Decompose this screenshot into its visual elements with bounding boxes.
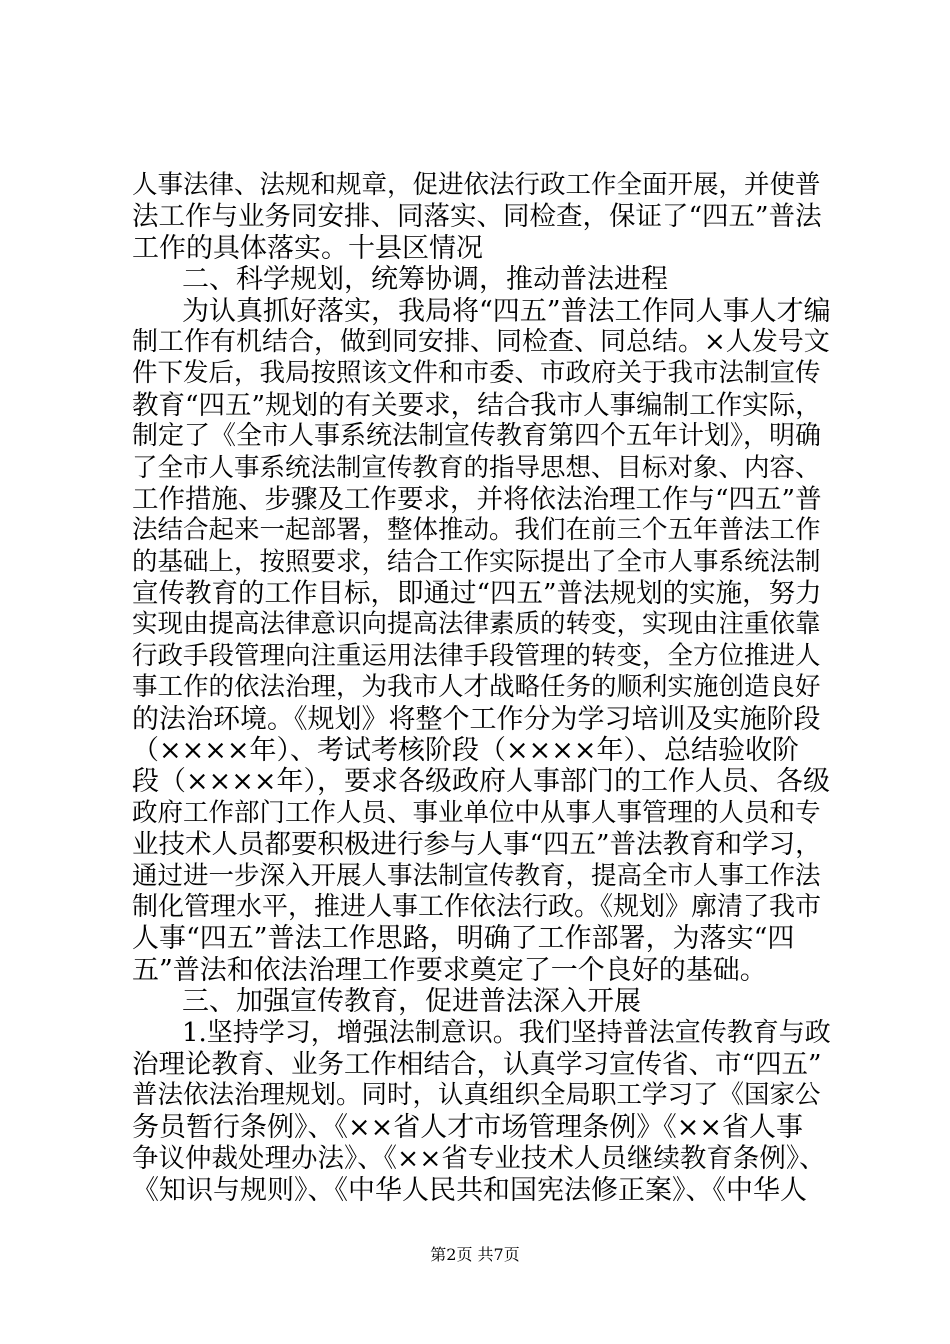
text-line: 行政手段管理向注重运用法律手段管理的转变，全方位推进人 [132,640,821,671]
text-line: 工作措施、步骤及工作要求，并将依法治理工作与“四五”普 [132,483,822,515]
text-line: 制化管理水平，推进人事工作依法行政。《规划》廓清了我市 [132,891,822,922]
text-line: 了全市人事系统法制宣传教育的指导思想、目标对象、内容、 [132,452,821,483]
text-line: 人事“四五”普法工作思路，明确了工作部署，为落实“四 [132,923,795,955]
text-line: 制定了《全市人事系统法制宣传教育第四个五年计划》，明确 [132,421,822,452]
text-line: 二、科学规划，统筹协调，推动普法进程 [182,264,668,296]
text-line: 政府工作部门工作人员、事业单位中从事人事管理的人员和专 [132,797,821,828]
text-line: 教育“四五”规划的有关要求，结合我市人事编制工作实际， [132,389,822,421]
text-line: 事工作的依法治理，为我市人才战略任务的顺利实施创造良好 [132,672,821,703]
page-footer: 第2页 共7页 [430,1245,520,1264]
text-line: 普法依法治理规划。同时，认真组织全局职工学习了《国家公 [132,1080,821,1111]
text-line: 五”普法和依法治理工作要求奠定了一个良好的基础。 [132,954,767,986]
text-line: 实现由提高法律意识向提高法律素质的转变，实现由注重依靠 [132,609,821,640]
text-line: 1.坚持学习，增强法制意识。我们坚持普法宣传教育与政 [182,1017,831,1048]
text-line: （××××年）、考试考核阶段（××××年）、总结验收阶 [132,735,799,767]
text-line: 治理论教育、业务工作相结合，认真学习宣传省、市“四五” [132,1048,822,1080]
text-line: 宣传教育的工作目标，即通过“四五”普法规划的实施，努力 [132,578,822,610]
text-line: 法结合起来一起部署，整体推动。我们在前三个五年普法工作 [132,515,821,546]
text-line: 的法治环境。《规划》将整个工作分为学习培训及实施阶段 [132,703,821,735]
text-line: 《知识与规则》、《中华人民共和国宪法修正案》、《中华人 [132,1174,807,1206]
text-line: 通过进一步深入开展人事法制宣传教育，提高全市人事工作法 [132,860,821,891]
text-line: 段（××××年），要求各级政府人事部门的工作人员、各级 [132,766,830,798]
text-line: 件下发后，我局按照该文件和市委、市政府关于我市法制宣传 [132,358,821,389]
text-line: 争议仲裁处理办法》、《××省专业技术人员继续教育条例》、 [132,1143,826,1175]
text-line: 的基础上，按照要求，结合工作实际提出了全市人事系统法制 [132,546,821,577]
text-line: 三、加强宣传教育，促进普法深入开展 [182,986,641,1018]
text-line: 务员暂行条例》、《××省人才市场管理条例》《××省人事 [132,1111,803,1143]
text-line: 人事法律、法规和规章，促进依法行政工作全面开展，并使普 [132,170,821,200]
text-line: 工作的具体落实。十县区情况 [132,232,483,264]
body-text [132,170,832,1206]
text-line: 法工作与业务同安排、同落实、同检查，保证了“四五”普法 [132,201,822,233]
text-line: 业技术人员都要积极进行参与人事“四五”普法教育和学习， [132,829,822,861]
text-line: 为认真抓好落实，我局将“四五”普法工作同人事人才编 [182,295,831,327]
text-line: 制工作有机结合，做到同安排、同检查、同总结。×人发号文 [132,326,830,357]
